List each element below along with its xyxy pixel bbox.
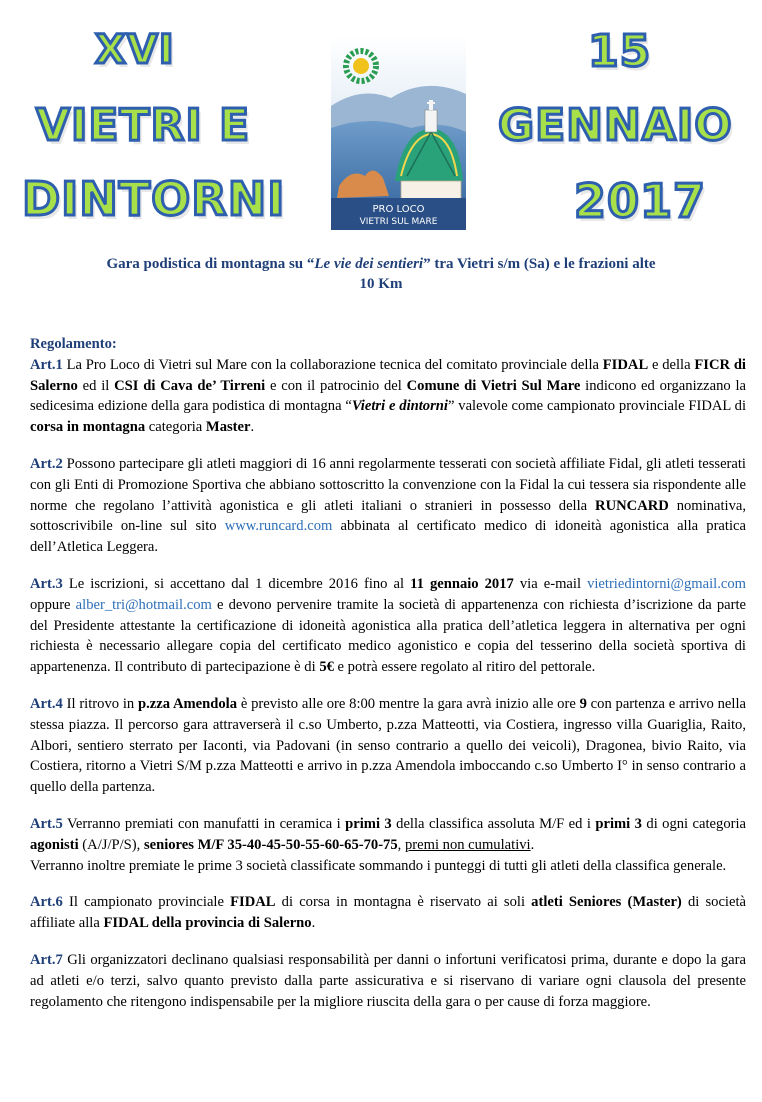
title-xvi: XVI [95, 27, 175, 73]
article-3-text: Le iscrizioni, si accettano dal 1 dicembre 2016 fino al [62, 575, 411, 592]
article-3-bold: 5€ [319, 659, 334, 676]
article-1-text: categoria [145, 419, 206, 436]
article-3-bold: 11 gennaio 2017 [410, 575, 514, 592]
pro-loco-logo [331, 36, 466, 230]
title-year: 2017 [574, 174, 707, 228]
article-6 [30, 892, 746, 934]
article-3 [30, 574, 746, 678]
article-1-text: ed il [77, 377, 115, 394]
article-1-bold-italic: Vietri e dintorni [351, 398, 448, 415]
article-7 [30, 950, 746, 1012]
article-1-text: e con il patrocinio del [265, 377, 407, 394]
article-5-text: (A/J/P/S), [78, 836, 144, 853]
article-5-text: , [397, 836, 405, 853]
article-3-text: via e-mail [513, 575, 588, 592]
article-3-text: e potrà essere regolato al ritiro del pettorale. [333, 659, 596, 676]
article-2-text: Possono partecipare gli atleti maggiori di 16 anni regolarmente tesserati con società affiliate Fidal, gli atleti tesserati con gli Enti di Promozione Sportiva che abbiano sottoscritto la convenzione con la Fidal la cui tessera sia rispondente alle norme che regolano l’attività agonistica e gli atleti italiani o stranieri in possesso della [30, 455, 746, 514]
article-3-text: e devono pervenire tramite la società di appartenenza con richiesta d’iscrizione da parte del Presidente attestante la certificazione di idoneità agonistica alla pratica dell’atletica leggera in alternativa per ogni richiesta è necessario allegare copia del certificato medico agonistico e copia del tesserino della società sportiva di appartenenza. Il contributo di partecipazione è di [30, 596, 746, 676]
article-3-label: Art.3 [30, 575, 63, 592]
logo-text-line1: PRO LOCO [372, 204, 425, 215]
title-dintorni: DINTORNI [22, 172, 286, 226]
article-5-bold: agonisti [30, 836, 79, 853]
article-1-bold: Master [205, 419, 251, 436]
article-4-text: è previsto alle ore 8:00 mentre la gara avrà inizio alle ore [237, 695, 580, 712]
subtitle-distance: 10 Km [359, 276, 403, 292]
email-link-alber-tri[interactable]: alber_tri@hotmail.com [75, 596, 212, 613]
article-1-text: La Pro Loco di Vietri sul Mare con la collaborazione tecnica del comitato provinciale della [62, 356, 603, 373]
article-7-label: Art.7 [30, 951, 63, 968]
logo-text-line2: VIETRI SUL MARE [359, 217, 438, 227]
article-2-label: Art.2 [30, 455, 63, 472]
article-6-label: Art.6 [30, 894, 63, 911]
article-5-text: di ogni categoria [641, 815, 747, 832]
article-1-text: e della [648, 356, 695, 373]
article-1 [30, 355, 746, 438]
article-1-bold: Comune di Vietri Sul Mare [406, 377, 581, 394]
article-1-text: ” valevole come campionato provinciale FIDAL di [447, 398, 746, 415]
article-1-bold: corsa in montagna [30, 419, 146, 436]
article-6-bold: FIDAL della provincia di Salerno [103, 915, 312, 932]
article-3-text: oppure [30, 596, 76, 613]
subtitle-post: ” tra Vietri s/m (Sa) e le frazioni alte [423, 256, 656, 272]
article-1-text: indicono ed organizzano la sedicesima edizione della gara podistica di montagna “ [30, 377, 746, 415]
article-4-label: Art.4 [30, 695, 63, 712]
article-5 [30, 814, 746, 856]
article-5-text: . [530, 836, 535, 853]
article-5-text: della classifica assoluta M/F ed i [391, 815, 596, 832]
article-6-bold: FIDAL [230, 894, 276, 911]
article-5-underlined: premi non cumulativi [404, 836, 531, 853]
title-vietri-e: VIETRI E [36, 100, 251, 151]
article-5-bold: primi 3 [345, 815, 392, 832]
article-2-text: nominativa, sottoscrivibile on-line sul sito [30, 497, 746, 535]
article-1-bold: FIDAL [602, 356, 649, 373]
article-2-text: abbinata al certificato medico di idoneità agonistica alla pratica dell’Atletica Leggera. [30, 518, 746, 556]
article-4-text: con partenza e arrivo nella stessa piazza. Il percorso gara attraverserà il c.so Umberto, p.zza Matteotti, via Costiera, ingresso villa Guariglia, Raito, Albori, sentiero sterrato per Iaconti, via Padovani (in senso contrario a quello dei veicoli), Dragonea, bivio Raito, via Costiera, ritorno a Vietri S/M p.zza Matteotti e arrivo in p.zza Amendola imboccando c.so Umberto I° in senso contrario a quello della partenza. [30, 695, 746, 796]
article-5-line2: Verranno inoltre premiate le prime 3 società classificate sommando i punteggi di tutti gli atleti della classifica generale. [30, 857, 727, 874]
article-6-bold: atleti Seniores (Master) [531, 894, 682, 911]
runcard-link[interactable]: www.runcard.com [224, 518, 333, 535]
article-4 [30, 694, 746, 798]
article-5-text: Verranno premiati con manufatti in ceramica i [62, 815, 346, 832]
article-1-bold: FICR di Salerno [30, 356, 746, 394]
regolamento-heading: Regolamento: [30, 336, 117, 352]
article-6-text: di corsa in montagna è riservato ai soli [275, 894, 532, 911]
subtitle [0, 256, 762, 273]
regulation-body [30, 334, 746, 1028]
article-4-bold: p.zza Amendola [137, 695, 238, 712]
article-7-text: Gli organizzatori declinano qualsiasi responsabilità per danni o infortuni verificatosi prima, durante e dopo la gara ad atleti e/o terzi, salvo quanto previsto dalla parte assicurativa e si riservano di variare ogni clausola del presente regolamento che ritengono indispensabile per la migliore riuscita della gara o per cause di forza maggiore. [30, 951, 746, 1010]
article-4-bold: 9 [579, 695, 587, 712]
article-1-bold: CSI di Cava de’ Tirreni [114, 377, 266, 394]
article-6-text: . [311, 915, 316, 932]
subtitle-pre: Gara podistica di montagna su “ [106, 256, 315, 272]
article-5-bold: primi 3 [595, 815, 642, 832]
title-month: GENNAIO [498, 100, 733, 151]
article-5-label: Art.5 [30, 815, 63, 832]
article-6-text: di società affiliate alla [30, 894, 746, 932]
article-6-text: Il campionato provinciale [62, 894, 231, 911]
title-day: 15 [588, 26, 652, 77]
article-5-bold: seniores M/F 35-40-45-50-55-60-65-70-75 [143, 836, 398, 853]
article-2-bold: RUNCARD [595, 497, 669, 514]
article-1-text: . [250, 419, 255, 436]
article-4-text: Il ritrovo in [62, 695, 138, 712]
email-link-vietriedintorni[interactable]: vietriedintorni@gmail.com [587, 575, 746, 592]
subtitle-italic: Le vie dei sentieri [314, 256, 424, 272]
article-1-label: Art.1 [30, 356, 63, 373]
article-2 [30, 454, 746, 558]
